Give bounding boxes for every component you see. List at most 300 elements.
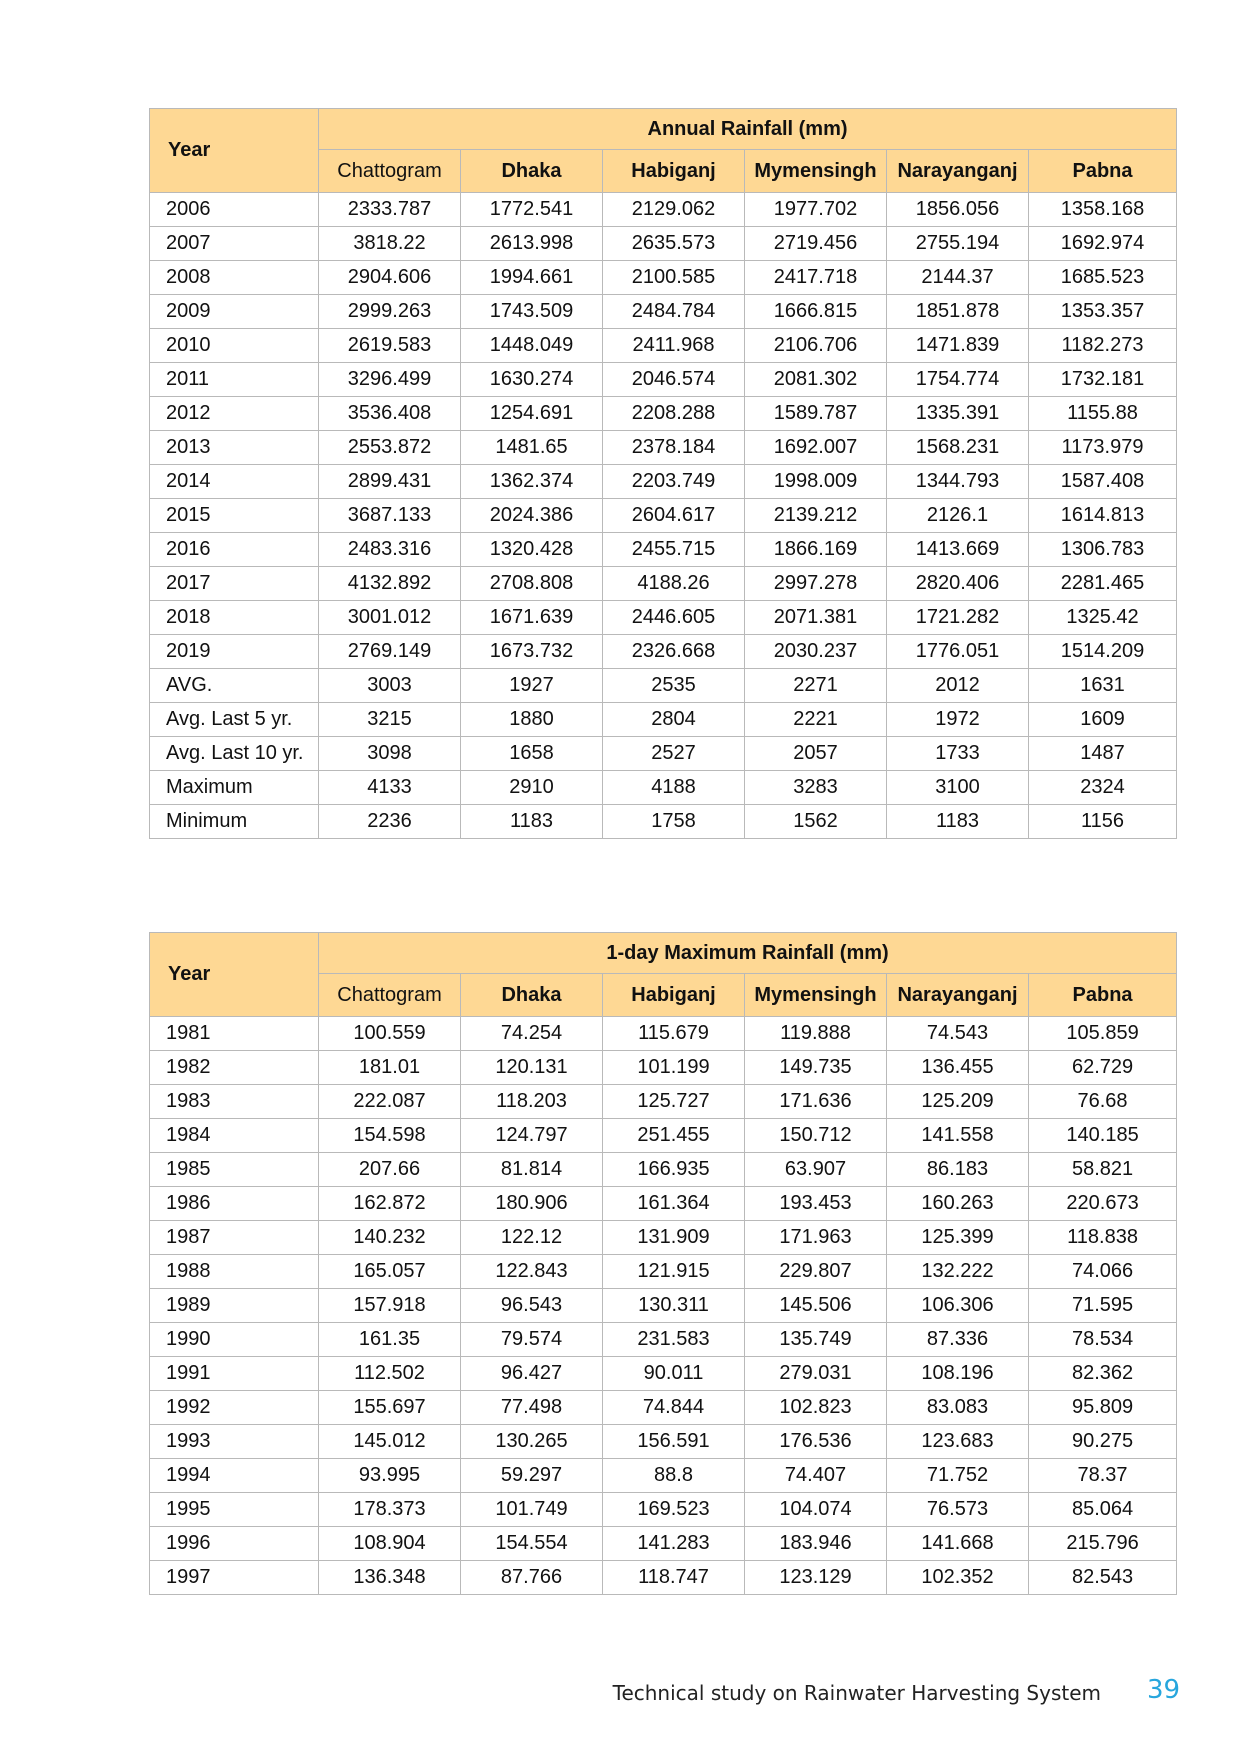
value-cell: 1733 bbox=[887, 737, 1029, 771]
value-cell: 2324 bbox=[1029, 771, 1177, 805]
value-cell: 193.453 bbox=[745, 1187, 887, 1221]
table-body bbox=[150, 1017, 1177, 1595]
table-row bbox=[150, 1085, 1177, 1119]
value-cell: 136.455 bbox=[887, 1051, 1029, 1085]
table-row bbox=[150, 1153, 1177, 1187]
value-cell: 85.064 bbox=[1029, 1493, 1177, 1527]
row-label-cell: 2014 bbox=[150, 465, 319, 499]
table-row bbox=[150, 397, 1177, 431]
value-cell: 2708.808 bbox=[461, 567, 603, 601]
value-cell: 1155.88 bbox=[1029, 397, 1177, 431]
value-cell: 145.506 bbox=[745, 1289, 887, 1323]
value-cell: 1671.639 bbox=[461, 601, 603, 635]
value-cell: 88.8 bbox=[603, 1459, 745, 1493]
value-cell: 124.797 bbox=[461, 1119, 603, 1153]
value-cell: 1758 bbox=[603, 805, 745, 839]
value-cell: 145.012 bbox=[319, 1425, 461, 1459]
value-cell: 79.574 bbox=[461, 1323, 603, 1357]
value-cell: 3687.133 bbox=[319, 499, 461, 533]
value-cell: 3536.408 bbox=[319, 397, 461, 431]
row-label-cell: 1997 bbox=[150, 1561, 319, 1595]
table-row bbox=[150, 1187, 1177, 1221]
value-cell: 1666.815 bbox=[745, 295, 887, 329]
table-row bbox=[150, 1561, 1177, 1595]
value-cell: 1692.974 bbox=[1029, 227, 1177, 261]
table-row bbox=[150, 1289, 1177, 1323]
value-cell: 178.373 bbox=[319, 1493, 461, 1527]
value-cell: 161.364 bbox=[603, 1187, 745, 1221]
value-cell: 1685.523 bbox=[1029, 261, 1177, 295]
value-cell: 231.583 bbox=[603, 1323, 745, 1357]
year-header: Year bbox=[150, 109, 319, 193]
value-cell: 4133 bbox=[319, 771, 461, 805]
value-cell: 2719.456 bbox=[745, 227, 887, 261]
value-cell: 2129.062 bbox=[603, 193, 745, 227]
row-label-cell: 2006 bbox=[150, 193, 319, 227]
value-cell: 74.066 bbox=[1029, 1255, 1177, 1289]
value-cell: 140.232 bbox=[319, 1221, 461, 1255]
value-cell: 2326.668 bbox=[603, 635, 745, 669]
column-header-mymensingh: Mymensingh bbox=[745, 974, 887, 1017]
value-cell: 1182.273 bbox=[1029, 329, 1177, 363]
value-cell: 2333.787 bbox=[319, 193, 461, 227]
value-cell: 1306.783 bbox=[1029, 533, 1177, 567]
table-row bbox=[150, 1255, 1177, 1289]
row-label-cell: 2009 bbox=[150, 295, 319, 329]
column-header-dhaka: Dhaka bbox=[461, 150, 603, 193]
value-cell: 131.909 bbox=[603, 1221, 745, 1255]
value-cell: 169.523 bbox=[603, 1493, 745, 1527]
max-1day-rainfall-table bbox=[149, 932, 1177, 1595]
table-row bbox=[150, 1119, 1177, 1153]
table-row bbox=[150, 431, 1177, 465]
value-cell: 171.963 bbox=[745, 1221, 887, 1255]
column-header-mymensingh: Mymensingh bbox=[745, 150, 887, 193]
value-cell: 1856.056 bbox=[887, 193, 1029, 227]
column-header-pabna: Pabna bbox=[1029, 974, 1177, 1017]
value-cell: 1998.009 bbox=[745, 465, 887, 499]
row-label-cell: AVG. bbox=[150, 669, 319, 703]
row-label-cell: 1993 bbox=[150, 1425, 319, 1459]
table-row bbox=[150, 1425, 1177, 1459]
value-cell: 171.636 bbox=[745, 1085, 887, 1119]
value-cell: 76.68 bbox=[1029, 1085, 1177, 1119]
value-cell: 2417.718 bbox=[745, 261, 887, 295]
value-cell: 2411.968 bbox=[603, 329, 745, 363]
value-cell: 3296.499 bbox=[319, 363, 461, 397]
value-cell: 4132.892 bbox=[319, 567, 461, 601]
value-cell: 2221 bbox=[745, 703, 887, 737]
column-header-habiganj: Habiganj bbox=[603, 150, 745, 193]
row-label-cell: 2012 bbox=[150, 397, 319, 431]
value-cell: 2999.263 bbox=[319, 295, 461, 329]
value-cell: 1254.691 bbox=[461, 397, 603, 431]
table-row bbox=[150, 1459, 1177, 1493]
value-cell: 130.265 bbox=[461, 1425, 603, 1459]
value-cell: 1156 bbox=[1029, 805, 1177, 839]
row-label-cell: 2010 bbox=[150, 329, 319, 363]
value-cell: 1977.702 bbox=[745, 193, 887, 227]
value-cell: 90.275 bbox=[1029, 1425, 1177, 1459]
table-row bbox=[150, 601, 1177, 635]
table-row bbox=[150, 1017, 1177, 1051]
row-label-cell: 2008 bbox=[150, 261, 319, 295]
row-label-cell: 1985 bbox=[150, 1153, 319, 1187]
value-cell: 119.888 bbox=[745, 1017, 887, 1051]
value-cell: 207.66 bbox=[319, 1153, 461, 1187]
row-label-cell: 2015 bbox=[150, 499, 319, 533]
value-cell: 3003 bbox=[319, 669, 461, 703]
table-row bbox=[150, 805, 1177, 839]
value-cell: 222.087 bbox=[319, 1085, 461, 1119]
value-cell: 125.209 bbox=[887, 1085, 1029, 1119]
value-cell: 215.796 bbox=[1029, 1527, 1177, 1561]
value-cell: 78.37 bbox=[1029, 1459, 1177, 1493]
value-cell: 121.915 bbox=[603, 1255, 745, 1289]
value-cell: 2619.583 bbox=[319, 329, 461, 363]
value-cell: 1630.274 bbox=[461, 363, 603, 397]
value-cell: 1609 bbox=[1029, 703, 1177, 737]
value-cell: 1183 bbox=[887, 805, 1029, 839]
page-footer bbox=[0, 1675, 1241, 1711]
value-cell: 2271 bbox=[745, 669, 887, 703]
table-row bbox=[150, 669, 1177, 703]
row-label-cell: 2016 bbox=[150, 533, 319, 567]
value-cell: 59.297 bbox=[461, 1459, 603, 1493]
value-cell: 157.918 bbox=[319, 1289, 461, 1323]
value-cell: 1325.42 bbox=[1029, 601, 1177, 635]
value-cell: 2997.278 bbox=[745, 567, 887, 601]
row-label-cell: 2013 bbox=[150, 431, 319, 465]
row-label-cell: 1988 bbox=[150, 1255, 319, 1289]
value-cell: 81.814 bbox=[461, 1153, 603, 1187]
row-label-cell: Maximum bbox=[150, 771, 319, 805]
row-label-cell: 1991 bbox=[150, 1357, 319, 1391]
value-cell: 176.536 bbox=[745, 1425, 887, 1459]
value-cell: 74.844 bbox=[603, 1391, 745, 1425]
column-header-dhaka: Dhaka bbox=[461, 974, 603, 1017]
page-number: 39 bbox=[1147, 1675, 1181, 1705]
table-title: 1-day Maximum Rainfall (mm) bbox=[319, 933, 1177, 974]
value-cell: 1587.408 bbox=[1029, 465, 1177, 499]
value-cell: 1413.669 bbox=[887, 533, 1029, 567]
row-label-cell: 2017 bbox=[150, 567, 319, 601]
value-cell: 1721.282 bbox=[887, 601, 1029, 635]
table-row bbox=[150, 1323, 1177, 1357]
value-cell: 2378.184 bbox=[603, 431, 745, 465]
value-cell: 2281.465 bbox=[1029, 567, 1177, 601]
table-row bbox=[150, 465, 1177, 499]
value-cell: 2106.706 bbox=[745, 329, 887, 363]
value-cell: 2144.37 bbox=[887, 261, 1029, 295]
value-cell: 1658 bbox=[461, 737, 603, 771]
value-cell: 166.935 bbox=[603, 1153, 745, 1187]
value-cell: 83.083 bbox=[887, 1391, 1029, 1425]
row-label-cell: 1986 bbox=[150, 1187, 319, 1221]
value-cell: 78.534 bbox=[1029, 1323, 1177, 1357]
value-cell: 220.673 bbox=[1029, 1187, 1177, 1221]
value-cell: 1614.813 bbox=[1029, 499, 1177, 533]
value-cell: 1183 bbox=[461, 805, 603, 839]
value-cell: 251.455 bbox=[603, 1119, 745, 1153]
value-cell: 1692.007 bbox=[745, 431, 887, 465]
value-cell: 71.752 bbox=[887, 1459, 1029, 1493]
value-cell: 123.683 bbox=[887, 1425, 1029, 1459]
value-cell: 2203.749 bbox=[603, 465, 745, 499]
value-cell: 58.821 bbox=[1029, 1153, 1177, 1187]
value-cell: 162.872 bbox=[319, 1187, 461, 1221]
value-cell: 132.222 bbox=[887, 1255, 1029, 1289]
row-label-cell: 1995 bbox=[150, 1493, 319, 1527]
table-row bbox=[150, 635, 1177, 669]
value-cell: 3100 bbox=[887, 771, 1029, 805]
value-cell: 123.129 bbox=[745, 1561, 887, 1595]
table-row bbox=[150, 227, 1177, 261]
table-title: Annual Rainfall (mm) bbox=[319, 109, 1177, 150]
value-cell: 1335.391 bbox=[887, 397, 1029, 431]
value-cell: 2613.998 bbox=[461, 227, 603, 261]
value-cell: 74.407 bbox=[745, 1459, 887, 1493]
value-cell: 1732.181 bbox=[1029, 363, 1177, 397]
value-cell: 1362.374 bbox=[461, 465, 603, 499]
value-cell: 77.498 bbox=[461, 1391, 603, 1425]
value-cell: 1754.774 bbox=[887, 363, 1029, 397]
value-cell: 125.727 bbox=[603, 1085, 745, 1119]
row-label-cell: 1992 bbox=[150, 1391, 319, 1425]
table-row bbox=[150, 499, 1177, 533]
table-row bbox=[150, 1221, 1177, 1255]
value-cell: 74.254 bbox=[461, 1017, 603, 1051]
value-cell: 2910 bbox=[461, 771, 603, 805]
value-cell: 1514.209 bbox=[1029, 635, 1177, 669]
row-label-cell: 2011 bbox=[150, 363, 319, 397]
column-header-pabna: Pabna bbox=[1029, 150, 1177, 193]
value-cell: 2635.573 bbox=[603, 227, 745, 261]
value-cell: 1851.878 bbox=[887, 295, 1029, 329]
value-cell: 160.263 bbox=[887, 1187, 1029, 1221]
table-row bbox=[150, 567, 1177, 601]
value-cell: 2236 bbox=[319, 805, 461, 839]
value-cell: 2012 bbox=[887, 669, 1029, 703]
table-row bbox=[150, 771, 1177, 805]
value-cell: 141.283 bbox=[603, 1527, 745, 1561]
value-cell: 2553.872 bbox=[319, 431, 461, 465]
value-cell: 125.399 bbox=[887, 1221, 1029, 1255]
value-cell: 62.729 bbox=[1029, 1051, 1177, 1085]
table-row bbox=[150, 261, 1177, 295]
value-cell: 1471.839 bbox=[887, 329, 1029, 363]
value-cell: 120.131 bbox=[461, 1051, 603, 1085]
value-cell: 108.196 bbox=[887, 1357, 1029, 1391]
value-cell: 1562 bbox=[745, 805, 887, 839]
column-header-habiganj: Habiganj bbox=[603, 974, 745, 1017]
table-row bbox=[150, 329, 1177, 363]
value-cell: 2535 bbox=[603, 669, 745, 703]
value-cell: 122.843 bbox=[461, 1255, 603, 1289]
value-cell: 149.735 bbox=[745, 1051, 887, 1085]
value-cell: 3283 bbox=[745, 771, 887, 805]
value-cell: 95.809 bbox=[1029, 1391, 1177, 1425]
value-cell: 2755.194 bbox=[887, 227, 1029, 261]
value-cell: 130.311 bbox=[603, 1289, 745, 1323]
value-cell: 102.352 bbox=[887, 1561, 1029, 1595]
value-cell: 1631 bbox=[1029, 669, 1177, 703]
value-cell: 1589.787 bbox=[745, 397, 887, 431]
value-cell: 2081.302 bbox=[745, 363, 887, 397]
value-cell: 1344.793 bbox=[887, 465, 1029, 499]
value-cell: 2604.617 bbox=[603, 499, 745, 533]
value-cell: 2899.431 bbox=[319, 465, 461, 499]
value-cell: 136.348 bbox=[319, 1561, 461, 1595]
value-cell: 183.946 bbox=[745, 1527, 887, 1561]
value-cell: 2769.149 bbox=[319, 635, 461, 669]
value-cell: 102.823 bbox=[745, 1391, 887, 1425]
column-header-chattogram: Chattogram bbox=[319, 974, 461, 1017]
value-cell: 106.306 bbox=[887, 1289, 1029, 1323]
value-cell: 90.011 bbox=[603, 1357, 745, 1391]
value-cell: 181.01 bbox=[319, 1051, 461, 1085]
value-cell: 2527 bbox=[603, 737, 745, 771]
value-cell: 180.906 bbox=[461, 1187, 603, 1221]
annual-rainfall-table bbox=[149, 108, 1177, 839]
value-cell: 2139.212 bbox=[745, 499, 887, 533]
value-cell: 118.747 bbox=[603, 1561, 745, 1595]
value-cell: 74.543 bbox=[887, 1017, 1029, 1051]
column-header-narayanganj: Narayanganj bbox=[887, 974, 1029, 1017]
value-cell: 2046.574 bbox=[603, 363, 745, 397]
value-cell: 108.904 bbox=[319, 1527, 461, 1561]
value-cell: 3215 bbox=[319, 703, 461, 737]
value-cell: 1880 bbox=[461, 703, 603, 737]
value-cell: 2804 bbox=[603, 703, 745, 737]
table-row bbox=[150, 1051, 1177, 1085]
value-cell: 2484.784 bbox=[603, 295, 745, 329]
value-cell: 2024.386 bbox=[461, 499, 603, 533]
table-row bbox=[150, 703, 1177, 737]
value-cell: 279.031 bbox=[745, 1357, 887, 1391]
value-cell: 71.595 bbox=[1029, 1289, 1177, 1323]
column-header-chattogram: Chattogram bbox=[319, 150, 461, 193]
value-cell: 2483.316 bbox=[319, 533, 461, 567]
value-cell: 1487 bbox=[1029, 737, 1177, 771]
value-cell: 2208.288 bbox=[603, 397, 745, 431]
value-cell: 1866.169 bbox=[745, 533, 887, 567]
row-label-cell: 2018 bbox=[150, 601, 319, 635]
value-cell: 165.057 bbox=[319, 1255, 461, 1289]
value-cell: 1772.541 bbox=[461, 193, 603, 227]
row-label-cell: Avg. Last 10 yr. bbox=[150, 737, 319, 771]
table-row bbox=[150, 533, 1177, 567]
value-cell: 101.749 bbox=[461, 1493, 603, 1527]
value-cell: 1673.732 bbox=[461, 635, 603, 669]
value-cell: 104.074 bbox=[745, 1493, 887, 1527]
value-cell: 1173.979 bbox=[1029, 431, 1177, 465]
value-cell: 101.199 bbox=[603, 1051, 745, 1085]
value-cell: 2057 bbox=[745, 737, 887, 771]
value-cell: 118.838 bbox=[1029, 1221, 1177, 1255]
row-label-cell: Avg. Last 5 yr. bbox=[150, 703, 319, 737]
row-label-cell: 1987 bbox=[150, 1221, 319, 1255]
value-cell: 3818.22 bbox=[319, 227, 461, 261]
value-cell: 122.12 bbox=[461, 1221, 603, 1255]
row-label-cell: 1990 bbox=[150, 1323, 319, 1357]
value-cell: 96.427 bbox=[461, 1357, 603, 1391]
value-cell: 2446.605 bbox=[603, 601, 745, 635]
value-cell: 4188.26 bbox=[603, 567, 745, 601]
value-cell: 2100.585 bbox=[603, 261, 745, 295]
value-cell: 112.502 bbox=[319, 1357, 461, 1391]
value-cell: 141.668 bbox=[887, 1527, 1029, 1561]
value-cell: 140.185 bbox=[1029, 1119, 1177, 1153]
value-cell: 2904.606 bbox=[319, 261, 461, 295]
value-cell: 118.203 bbox=[461, 1085, 603, 1119]
value-cell: 1776.051 bbox=[887, 635, 1029, 669]
footer-title: Technical study on Rainwater Harvesting System bbox=[612, 1681, 1101, 1705]
value-cell: 2030.237 bbox=[745, 635, 887, 669]
year-header: Year bbox=[150, 933, 319, 1017]
value-cell: 1448.049 bbox=[461, 329, 603, 363]
table-row bbox=[150, 1527, 1177, 1561]
value-cell: 154.554 bbox=[461, 1527, 603, 1561]
row-label-cell: 1981 bbox=[150, 1017, 319, 1051]
value-cell: 1481.65 bbox=[461, 431, 603, 465]
value-cell: 141.558 bbox=[887, 1119, 1029, 1153]
value-cell: 135.749 bbox=[745, 1323, 887, 1357]
value-cell: 1353.357 bbox=[1029, 295, 1177, 329]
column-header-narayanganj: Narayanganj bbox=[887, 150, 1029, 193]
value-cell: 86.183 bbox=[887, 1153, 1029, 1187]
value-cell: 4188 bbox=[603, 771, 745, 805]
row-label-cell: 1983 bbox=[150, 1085, 319, 1119]
value-cell: 154.598 bbox=[319, 1119, 461, 1153]
value-cell: 100.559 bbox=[319, 1017, 461, 1051]
value-cell: 82.543 bbox=[1029, 1561, 1177, 1595]
table-body bbox=[150, 193, 1177, 839]
value-cell: 63.907 bbox=[745, 1153, 887, 1187]
value-cell: 1972 bbox=[887, 703, 1029, 737]
value-cell: 1320.428 bbox=[461, 533, 603, 567]
row-label-cell: 1989 bbox=[150, 1289, 319, 1323]
value-cell: 1568.231 bbox=[887, 431, 1029, 465]
value-cell: 1358.168 bbox=[1029, 193, 1177, 227]
value-cell: 93.995 bbox=[319, 1459, 461, 1493]
value-cell: 1994.661 bbox=[461, 261, 603, 295]
value-cell: 150.712 bbox=[745, 1119, 887, 1153]
row-label-cell: 1984 bbox=[150, 1119, 319, 1153]
value-cell: 76.573 bbox=[887, 1493, 1029, 1527]
value-cell: 2455.715 bbox=[603, 533, 745, 567]
value-cell: 2071.381 bbox=[745, 601, 887, 635]
value-cell: 87.766 bbox=[461, 1561, 603, 1595]
value-cell: 2820.406 bbox=[887, 567, 1029, 601]
value-cell: 115.679 bbox=[603, 1017, 745, 1051]
table-row bbox=[150, 295, 1177, 329]
value-cell: 96.543 bbox=[461, 1289, 603, 1323]
row-label-cell: 2019 bbox=[150, 635, 319, 669]
table-row bbox=[150, 193, 1177, 227]
row-label-cell: 2007 bbox=[150, 227, 319, 261]
row-label-cell: 1982 bbox=[150, 1051, 319, 1085]
value-cell: 156.591 bbox=[603, 1425, 745, 1459]
row-label-cell: 1996 bbox=[150, 1527, 319, 1561]
row-label-cell: Minimum bbox=[150, 805, 319, 839]
value-cell: 2126.1 bbox=[887, 499, 1029, 533]
value-cell: 1927 bbox=[461, 669, 603, 703]
value-cell: 3001.012 bbox=[319, 601, 461, 635]
value-cell: 3098 bbox=[319, 737, 461, 771]
table-row bbox=[150, 737, 1177, 771]
table-row bbox=[150, 1357, 1177, 1391]
